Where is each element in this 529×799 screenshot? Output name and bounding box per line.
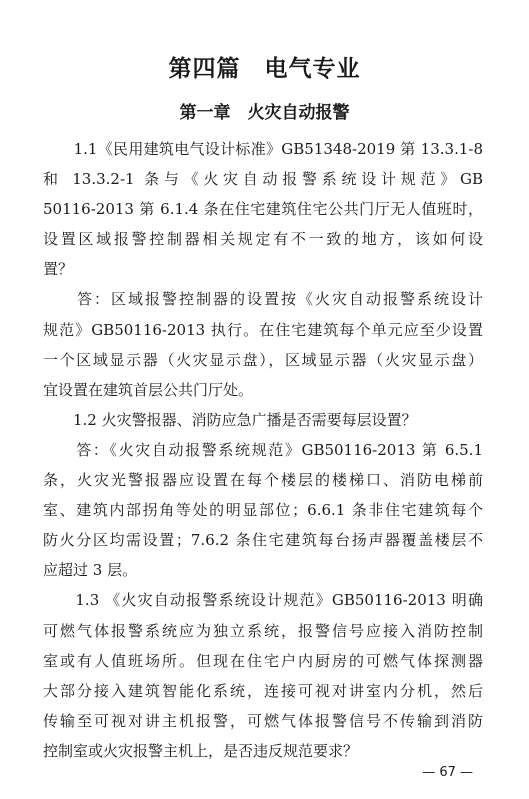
part-title: 第四篇 电气专业 <box>168 55 361 82</box>
text-line: 大部分接入建筑智能化系统，连接可视对讲室内分机，然后 <box>43 681 483 700</box>
text-line: 条，火灾光警报器应设置在每个楼层的楼梯口、消防电梯前 <box>43 471 483 490</box>
text-line: 和 13.3.2-1 条与《火灾自动报警系统设计规范》GB <box>43 170 483 189</box>
text-line: 控制室或火灾报警主机上，是否违反规范要求？ <box>43 741 359 760</box>
text-line: 防火分区均需设置；7.6.2 条住宅建筑每台扬声器覆盖楼层不 <box>43 531 483 550</box>
text-line: 室、建筑内部拐角等处的明显部位；6.6.1 条非住宅建筑每个 <box>43 501 483 520</box>
text-line: 宜设置在建筑首层公共门厅处。 <box>43 380 254 399</box>
body-text <box>43 134 483 766</box>
text-line: 1.3 《火灾自动报警系统设计规范》GB50116-2013 明确 <box>43 591 483 610</box>
text-line: 置？ <box>43 260 74 279</box>
text-line: 一个区域显示器（火灾显示盘），区域显示器（火灾显示盘） <box>43 350 483 369</box>
text-line: 传输至可视对讲主机报警，可燃气体报警信号不传输到消防 <box>43 711 483 730</box>
text-line: 答：区域报警控制器的设置按《火灾自动报警系统设计 <box>43 290 483 309</box>
text-line: 可燃气体报警系统应为独立系统，报警信号应接入消防控制 <box>43 621 483 640</box>
text-line: 室或有人值班场所。但现在住宅户内厨房的可燃气体探测器 <box>43 651 483 670</box>
text-line: 1.2 火灾警报器、消防应急广播是否需要每层设置？ <box>43 410 417 429</box>
page-number: — 67 — <box>422 765 473 780</box>
text-line: 规范》GB50116-2013 执行。在住宅建筑每个单元应至少设置 <box>43 320 483 339</box>
text-line: 1.1《民用建筑电气设计标准》GB51348-2019 第 13.3.1-8 <box>43 140 483 158</box>
text-line: 设置区域报警控制器相关规定有不一致的地方，该如何设 <box>43 230 483 249</box>
text-line: 答：《火灾自动报警系统规范》GB50116-2013 第 6.5.1 <box>43 440 483 459</box>
chapter-title: 第一章 火灾自动报警 <box>179 103 350 123</box>
text-line: 50116-2013 第 6.1.4 条在住宅建筑住宅公共门厅无人值班时， <box>43 200 483 219</box>
text-line: 应超过 3 层。 <box>43 561 138 580</box>
